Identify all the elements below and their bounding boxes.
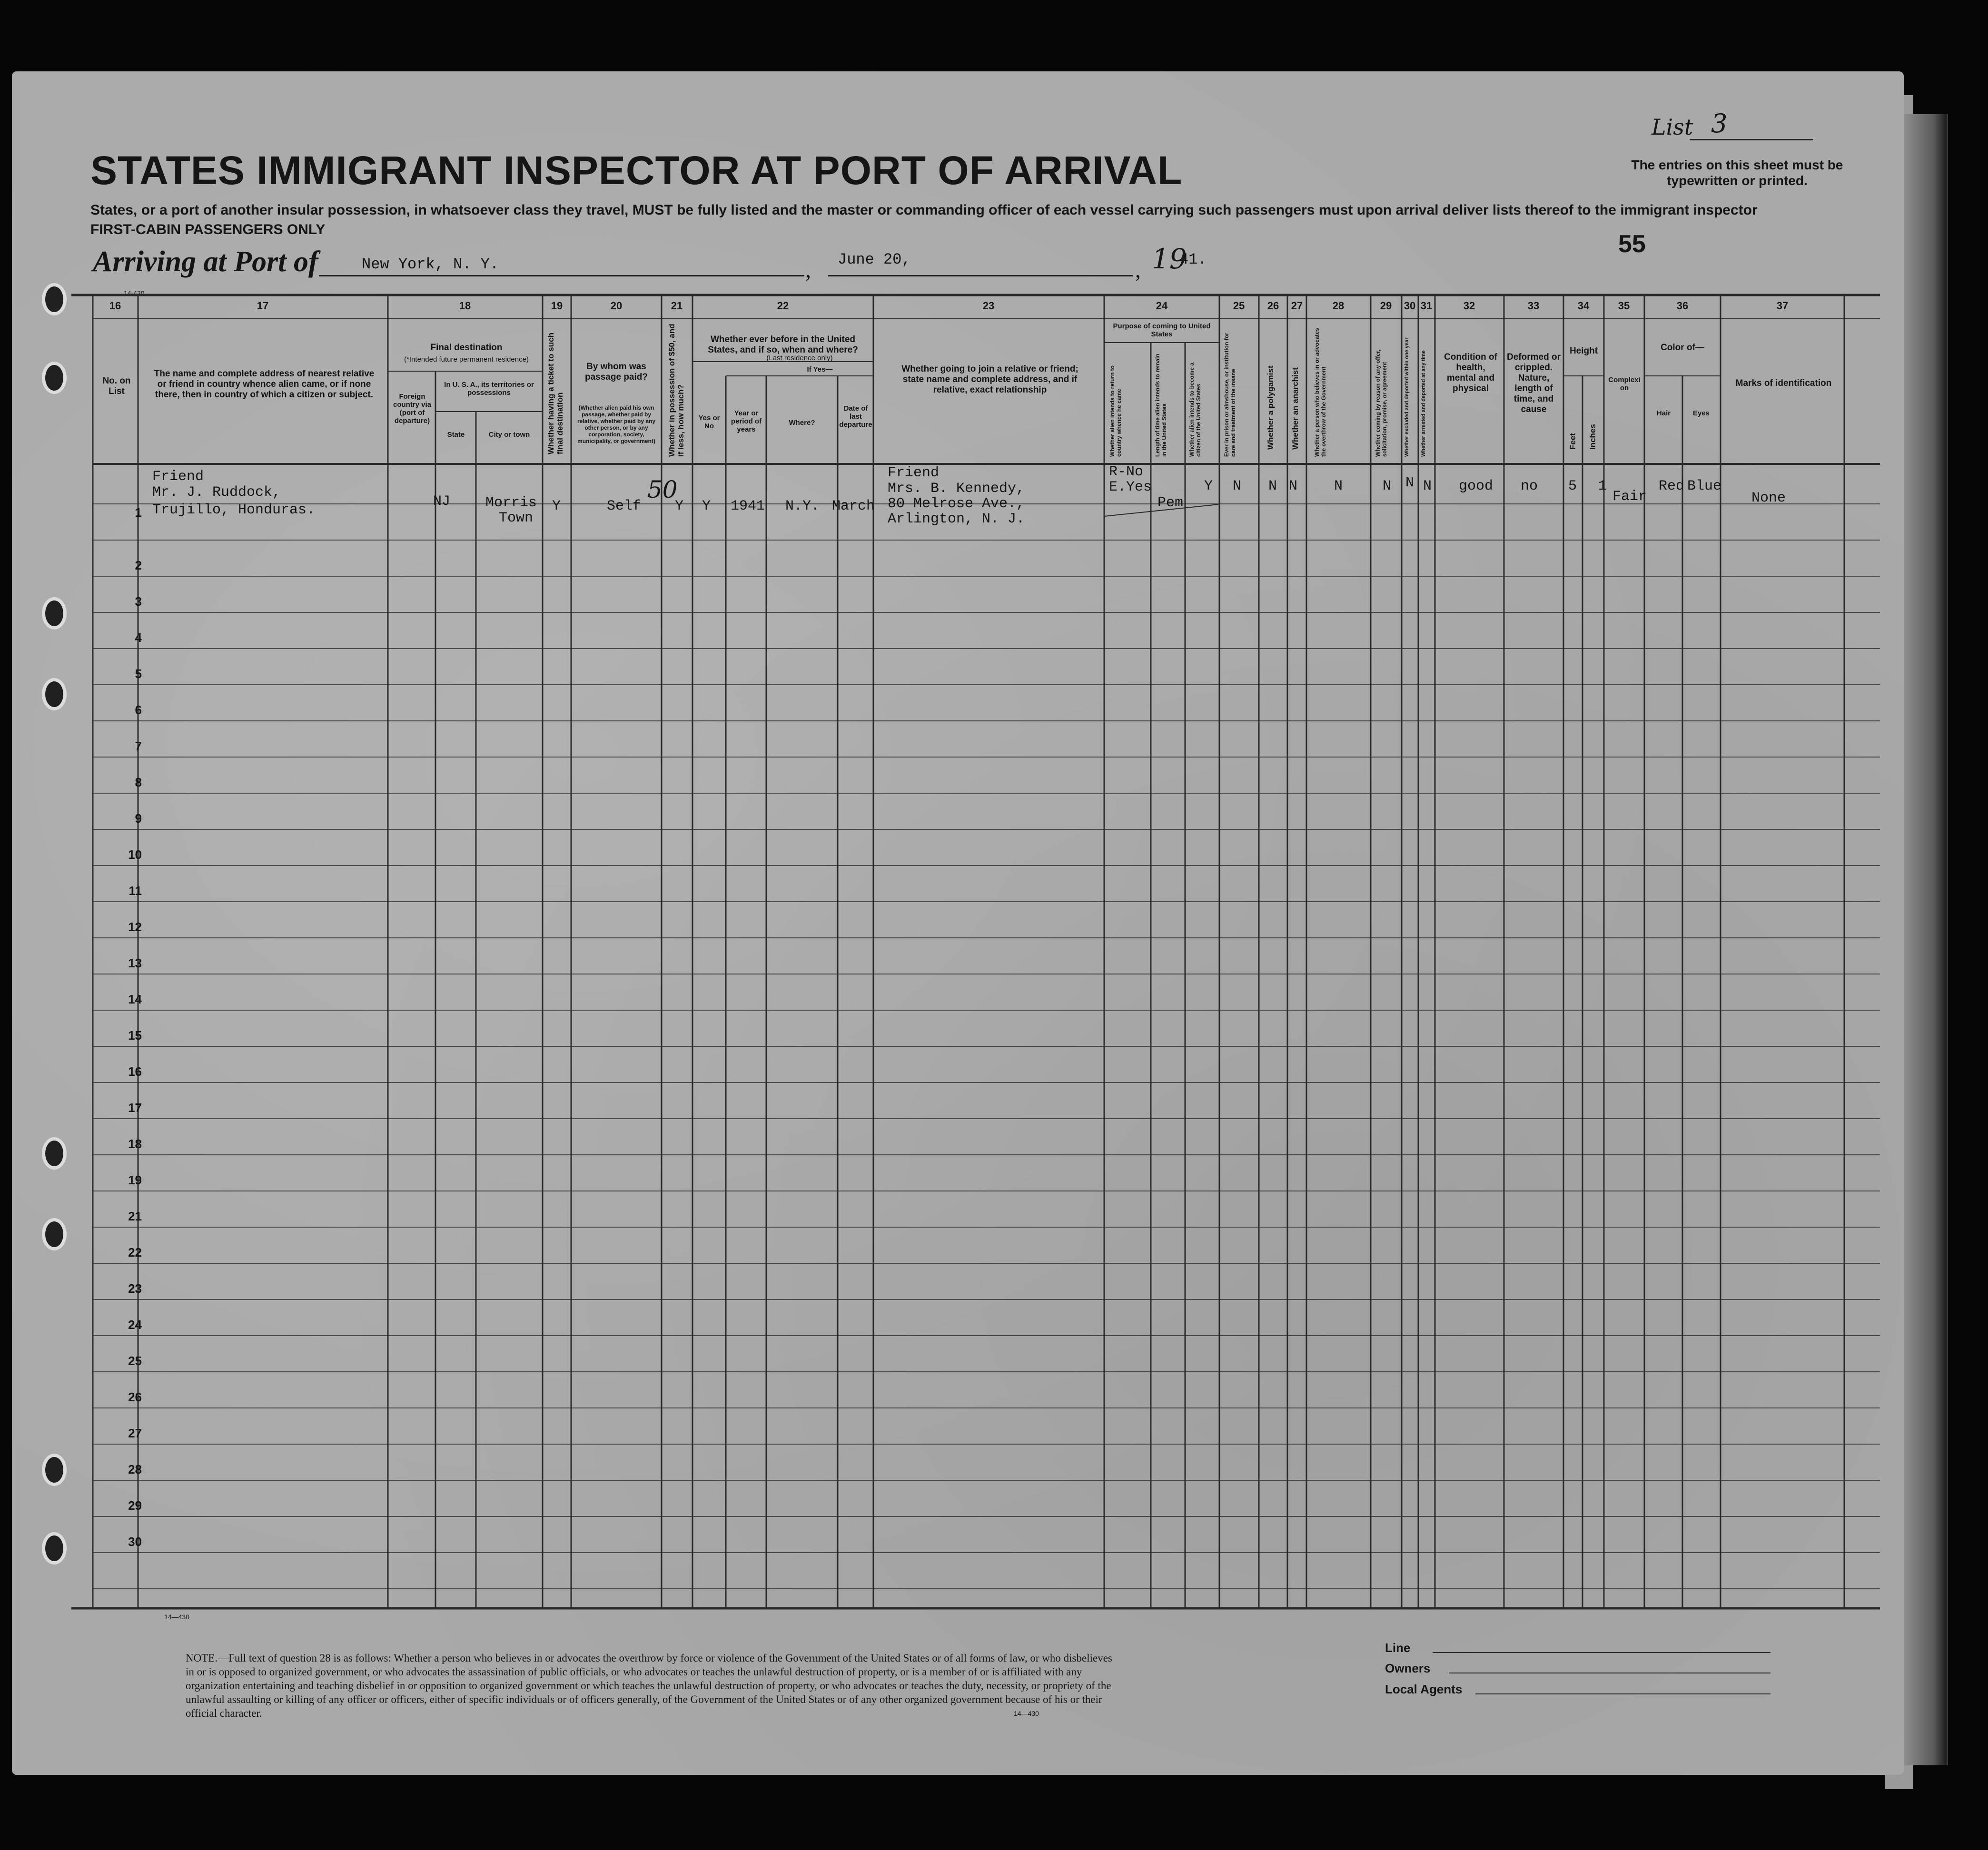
column-number: 29 <box>1380 300 1392 312</box>
row-number: 28 <box>128 1462 142 1476</box>
row-number: 19 <box>128 1173 142 1187</box>
row-number: 15 <box>128 1028 142 1043</box>
date-value: June 20, <box>838 251 911 268</box>
health-value: good <box>1459 478 1493 494</box>
row-number: 24 <box>128 1318 142 1332</box>
row-number: 25 <box>128 1354 142 1368</box>
col32-header: Condition of health, mental and physical <box>1444 352 1497 394</box>
row-number: 17 <box>128 1101 142 1115</box>
col36-header: Color of— <box>1661 343 1704 353</box>
list-number: 3 <box>1711 108 1728 138</box>
column-number: 17 <box>257 300 269 312</box>
col26-header: Whether a polygamist <box>1266 365 1275 450</box>
row-number: 18 <box>128 1137 142 1151</box>
form-number: 14-430 <box>124 289 145 297</box>
relative-line-1: Friend <box>152 469 204 485</box>
column-number: 25 <box>1233 300 1245 312</box>
column-number: 35 <box>1618 300 1630 312</box>
citizen-intent: Y <box>1204 478 1213 494</box>
col25-header: Ever in prison or almshouse, or institution for care and treatment of the insane <box>1223 333 1236 457</box>
column-number: 22 <box>777 300 789 312</box>
row-number: 27 <box>128 1426 142 1440</box>
col18-header: Final destination <box>430 343 503 353</box>
row-number: 23 <box>128 1281 142 1296</box>
col28-header: Whether a person who believes in or advocates the overthrow of the Government <box>1314 328 1327 457</box>
row-number: 3 <box>135 594 142 609</box>
comma: , <box>1135 257 1141 283</box>
row-number: 16 <box>128 1064 142 1079</box>
col20-subheader: (Whether alien paid his own passage, whether paid by relative, whether paid by any other person, or by any corporation, society, municipality, or government) <box>577 404 656 444</box>
col22-subheader: (Last residence only) <box>766 354 833 362</box>
col22-ifyes: If Yes— <box>807 365 833 374</box>
dest-city-2: Town <box>499 510 534 526</box>
row-number: 29 <box>128 1498 142 1513</box>
row-number: 22 <box>128 1245 142 1260</box>
list-label: List <box>1652 114 1693 140</box>
row-number: 6 <box>135 703 142 717</box>
dest-state: NJ <box>433 493 451 510</box>
entries-note: The entries on this sheet must be typewritten or printed. <box>1631 157 1843 188</box>
column-number: 23 <box>982 300 995 312</box>
column-number: 34 <box>1577 300 1590 312</box>
col31-header: Whether arrested and deported at any time <box>1421 350 1426 457</box>
column-number: 32 <box>1463 300 1475 312</box>
before-where: N.Y. <box>785 498 820 514</box>
deformed-value: no <box>1521 478 1538 494</box>
row-number: 13 <box>128 956 142 970</box>
col24-b: Length of time alien intends to remain in the United States <box>1154 354 1167 457</box>
col18-state: State <box>447 431 465 439</box>
col30-header: Whether excluded and deported within one year <box>1404 337 1410 457</box>
col18-subheader: (*Intended future permanent residence) <box>404 355 529 364</box>
col18-usa: In U. S. A., its territories or possessions <box>444 381 534 397</box>
row-number: 4 <box>135 630 142 645</box>
col33-header: Deformed or crippled. Nature, length of time, and cause <box>1507 352 1561 414</box>
col22-date: Date of last departure <box>839 404 872 429</box>
row-number: 11 <box>129 884 142 898</box>
row-number: 5 <box>135 667 142 681</box>
col36-hair: Hair <box>1656 409 1671 417</box>
col20-header: By whom was passage paid? <box>585 362 648 382</box>
class-line: FIRST-CABIN PASSENGERS ONLY <box>90 222 326 237</box>
owners-label: Owners <box>1385 1661 1431 1675</box>
port-value: New York, N. Y. <box>362 256 499 273</box>
row-number: 1 <box>135 505 142 520</box>
col34-feet: Feet <box>1568 433 1577 450</box>
join-line-1: Friend <box>888 465 940 481</box>
col34-inches: Inches <box>1588 424 1597 450</box>
money-y: Y <box>675 498 684 514</box>
row-number: 26 <box>128 1390 142 1404</box>
col22-where: Where? <box>789 419 815 427</box>
column-number: 31 <box>1420 300 1433 312</box>
col29-value: N <box>1383 478 1392 494</box>
col29-header: Whether coming by reason of any offer, solicitation, promise, or agreement <box>1375 349 1388 457</box>
before-us: Y <box>702 498 711 514</box>
height-feet: 5 <box>1568 478 1577 494</box>
row-number: 21 <box>128 1209 142 1223</box>
col23-header: Whether going to join a relative or friend; state name and complete address, and if relative, exact relationship <box>901 364 1078 395</box>
purpose-line-1: R-No <box>1109 464 1144 480</box>
form-number-footer: 14—430 <box>1014 1710 1039 1717</box>
join-line-3: 80 Melrose Ave., <box>888 496 1025 512</box>
eyes-value: Blue <box>1687 478 1722 494</box>
row-number: 2 <box>135 558 142 572</box>
stamp-number: 55 <box>1618 230 1646 258</box>
column-number: 20 <box>610 300 623 312</box>
form-number-bottom: 14—430 <box>164 1613 189 1621</box>
col18-city: City or town <box>488 431 530 439</box>
column-number: 30 <box>1404 300 1416 312</box>
col22-yesno: Yes or No <box>698 414 720 430</box>
col25-value: N <box>1233 478 1242 494</box>
col27-value: N <box>1289 478 1298 494</box>
column-number: 37 <box>1776 300 1789 312</box>
before-departure: March <box>832 498 875 514</box>
line-label: Line <box>1385 1641 1411 1655</box>
column-number: 24 <box>1156 300 1168 312</box>
col28-value: N <box>1334 478 1343 494</box>
column-number: 36 <box>1676 300 1689 312</box>
form-title: STATES IMMIGRANT INSPECTOR AT PORT OF ARRIVAL <box>90 148 1183 193</box>
hair-value: Red <box>1659 478 1685 494</box>
column-number: 21 <box>671 300 683 312</box>
row-number: 10 <box>128 847 142 862</box>
ticket-value: Y <box>552 498 561 514</box>
relative-line-2: Mr. J. Ruddock, <box>152 484 281 501</box>
col37-header: Marks of identification <box>1735 378 1832 388</box>
height-inches: 1 <box>1598 478 1607 494</box>
col22-header: Whether ever before in the United States, and if so, when and where? <box>708 335 858 355</box>
purpose-line-2: E.Yes <box>1109 479 1152 495</box>
row-number: 9 <box>135 811 142 826</box>
arriving-label: Arriving at Port of <box>93 246 318 278</box>
column-number: 27 <box>1291 300 1303 312</box>
local-agents-label: Local Agents <box>1385 1682 1463 1696</box>
column-number: 33 <box>1527 300 1540 312</box>
column-number: 19 <box>551 300 563 312</box>
col18-foreign: Foreign country via (port of departure) <box>393 393 432 425</box>
row-number: 30 <box>128 1535 142 1549</box>
before-year: 1941 <box>731 498 765 514</box>
col26-value: N <box>1268 478 1277 494</box>
marks-value: None <box>1751 490 1786 506</box>
col27-header: Whether an anarchist <box>1291 367 1300 450</box>
row-number: 14 <box>128 992 142 1006</box>
join-line-4: Arlington, N. J. <box>888 511 1025 527</box>
stay-length: Pem <box>1157 495 1184 511</box>
col35-header: Complexion <box>1608 376 1641 392</box>
question-28-note: NOTE.—Full text of question 28 is as follows: Whether a person who believes in or advocates the overthrow by force or violence of the Government of the United States or of all forms of law, or who disbelieves in or is opposed to organized government, or who advocates the assassination of public officials, or who advocates or teaches the unlawful destruction of property, or is a member of or is affiliated with any organization entertaining and teaching disbelief in or opposition to organized government or which teaches the unlawful destruction of property, or who advocates or teaches the duty, necessity, or propriety of the unlawful assaulting or killing of any officer or officers, either of specific individuals or of officers generally, of the Government of the United States or of any other organized government because of his or their official character. <box>186 1652 1112 1719</box>
col22-year: Year or period of years <box>731 409 762 433</box>
form-subtitle: States, or a port of another insular possession, in whatsoever class they travel, MUST be fully listed and the master or commanding officer of each vessel carrying such passengers must upon arrival deliver lists thereof to the immigrant inspector <box>90 202 1758 218</box>
col36-eyes: Eyes <box>1692 409 1710 417</box>
relative-line-3: Trujillo, Honduras. <box>152 502 316 518</box>
money-value: 50 <box>647 476 678 503</box>
row-number: 12 <box>128 920 142 934</box>
dest-city-1: Morris <box>485 495 537 511</box>
year-suffix: 41. <box>1179 251 1207 268</box>
row-number: 8 <box>135 775 142 789</box>
complexion-value: Fair <box>1612 489 1647 505</box>
row-number: 7 <box>135 739 142 753</box>
comma: , <box>805 257 811 283</box>
year-prefix: 19 <box>1152 243 1187 275</box>
col17-header: The name and complete address of nearest relative or friend in country whence alien came, or if none there, then in country of which a citizen or subject. <box>154 369 375 400</box>
column-number: 28 <box>1332 300 1345 312</box>
col24-header: Purpose of coming to United States <box>1113 322 1211 338</box>
col24-a: Whether alien intends to return to country whence he came <box>1109 365 1122 457</box>
col19-header: Whether having a ticket to such final destination <box>546 333 564 454</box>
join-line-2: Mrs. B. Kennedy, <box>888 481 1025 497</box>
column-number: 26 <box>1267 300 1279 312</box>
passage-value: Self <box>607 498 642 514</box>
col34-header: Height <box>1569 346 1598 356</box>
col24-c: Whether alien intends to become a citizen of the United States <box>1188 362 1202 457</box>
col30-value: N <box>1405 475 1414 491</box>
column-number: 16 <box>109 300 121 312</box>
col31-value: N <box>1423 478 1432 494</box>
col16-header: No. on List <box>102 376 131 396</box>
column-number: 18 <box>459 300 471 312</box>
col21-header: Whether in possession of $50, and if less, how much? <box>667 324 685 457</box>
